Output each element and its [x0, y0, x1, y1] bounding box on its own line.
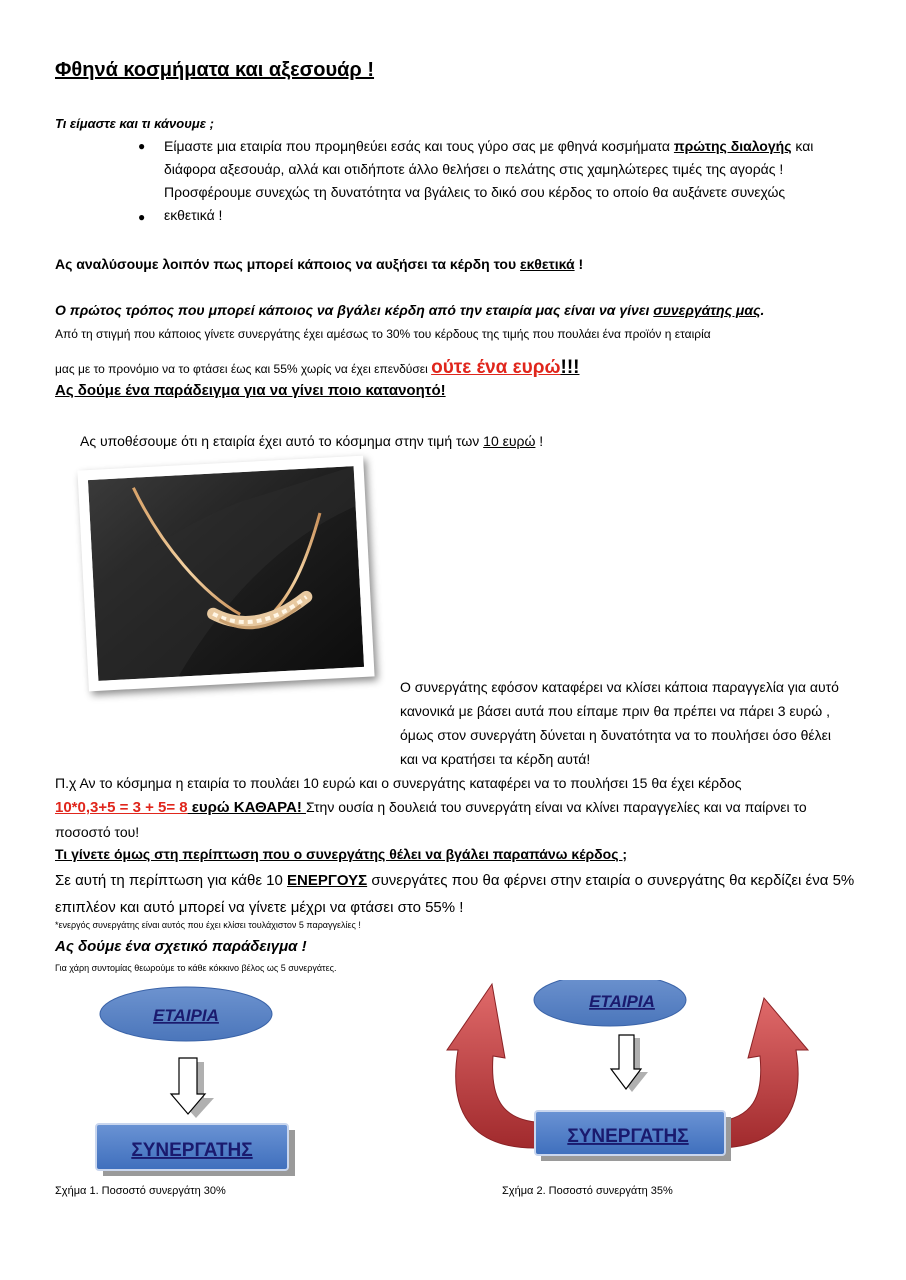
example-text-2: Π.χ Αν το κόσμημα η εταιρία το πουλάει 10 ευρώ και ο συνεργάτης καταφέρει να το πουλήσει 15 θα έχει κέρδος	[55, 775, 742, 791]
partner-label: ΣΥΝΕΡΓΑΤΗΣ	[131, 1140, 253, 1161]
example-heading: Ας δούμε ένα παράδειγμα για να γίνει ποιο κατανοητό!	[55, 382, 446, 399]
more-profit-paragraph: Σε αυτή τη περίπτωση για κάθε 10 ΕΝΕΡΓΟΥΣ συνεργάτες που θα φέρνει στην εταιρία ο συνεργάτης θα κερδίζει ένα 5% επιπλέον και αυτό μπορεί να γίνετε μέχρι να φτάσει στο 55% !	[55, 872, 855, 916]
diagrams	[0, 980, 906, 1185]
necklace-image	[88, 466, 364, 681]
left-red-arrow-icon	[447, 984, 535, 1148]
section-heading-partner: Ο πρώτος τρόπος που μπορεί κάποιος να βγάλει κέρδη από την εταιρία μας είναι να γίνει συνεργάτης μας.	[55, 302, 765, 318]
assume-line: Ας υποθέσουμε ότι η εταιρία έχει αυτό το κόσμημα στην τιμή των 10 ευρώ !	[80, 433, 544, 449]
section-heading-who: Τι είμαστε και τι κάνουμε ;	[55, 116, 214, 131]
down-arrow-icon	[611, 1035, 648, 1092]
highlight-not-a-euro: ούτε ένα ευρώ	[431, 357, 561, 378]
footnote: *ενεργός συνεργάτης είναι αυτός που έχει κλίσει τουλάχιστον 5 παραγγελίες !	[55, 920, 361, 930]
figure-caption-1: Σχήμα 1. Ποσοστό συνεργάτη 30%	[55, 1185, 226, 1197]
example-text-3: 10*0,3+5 = 3 + 5= 8 ευρώ ΚΑΘΑΡΑ! Στην ουσία η δουλειά του συνεργάτη είναι να κλίνει παραγγελίες και να παίρνει το ποσοστό του!	[55, 799, 807, 840]
partner-line-2: μας με το προνόμιο να το φτάσει έως και 55% χωρίς να έχει επενδύσει ούτε ένα ευρώ!!!	[55, 357, 580, 378]
list-item: Προσφέρουμε συνεχώς τη δυνατότητα να βγάλεις το δικό σου κέρδος το οποίο θα αυξάνετε συνεχώς εκθετικά !	[164, 184, 786, 223]
analysis-line: Ας αναλύσουμε λοιπόν πως μπορεί κάποιος να αυξήσει τα κέρδη του εκθετικά !	[55, 256, 584, 272]
brevity-note: Για χάρη συντομίας θεωρούμε το κάθε κόκκινο βέλος ως 5 συνεργάτες.	[55, 963, 337, 973]
diagram-1	[96, 987, 295, 1176]
bullet-dot: ●	[138, 139, 146, 153]
company-label: ΕΤΑΙΡΙΑ	[153, 1006, 219, 1025]
down-arrow-icon	[171, 1058, 214, 1118]
figure-caption-2: Σχήμα 2. Ποσοστό συνεργάτη 35%	[502, 1185, 673, 1197]
bold-term: πρώτης διαλογής	[673, 138, 792, 154]
calc-formula: 10*0,3+5 = 3 + 5= 8	[55, 799, 188, 816]
necklace-photo	[77, 456, 374, 692]
partner-label: ΣΥΝΕΡΓΑΤΗΣ	[567, 1126, 689, 1147]
example-text-1: Ο συνεργάτης εφόσον καταφέρει να κλίσει κάποια παραγγελία για αυτό κανονικά με βάσει αυτά που είπαμε πριν θα πρέπει να πάρει 3 ευρώ , όμως στον συνεργάτη δύνεται η δυνατότητα να το πουλήσει όσο θέλει και να κρατήσει τα κέρδη αυτά!	[400, 679, 839, 767]
list-item: Είμαστε μια εταιρία που προμηθεύει εσάς και τους γύρο σας με φθηνά κοσμήματα πρώτης διαλογής και διάφορα αξεσουάρ, αλλά και οτιδήποτε άλλο θελήσει ο πελάτης στις χαμηλώτερες τιμές της αγοράς !	[164, 138, 814, 177]
relevant-example-heading: Ας δούμε ένα σχετικό παράδειγμα !	[55, 938, 307, 955]
page-title: Φθηνά κοσμήματα και αξεσουάρ !	[55, 59, 375, 81]
example-paragraph	[55, 675, 845, 844]
section-heading-more-profit: Τι γίνετε όμως στη περίπτωση που ο συνεργάτης θέλει να βγάλει παραπάνω κέρδος ;	[55, 846, 628, 862]
diagram-2	[447, 980, 808, 1161]
company-label: ΕΤΑΙΡΙΑ	[589, 992, 655, 1011]
bullet-list	[164, 135, 839, 227]
bullet-dot: ●	[138, 210, 146, 224]
partner-line-1: Από τη στιγμή που κάποιος γίνετε συνεργάτης έχει αμέσως το 30% του κέρδους της τιμής που πουλάει ένα προϊόν η εταιρία	[55, 327, 711, 341]
